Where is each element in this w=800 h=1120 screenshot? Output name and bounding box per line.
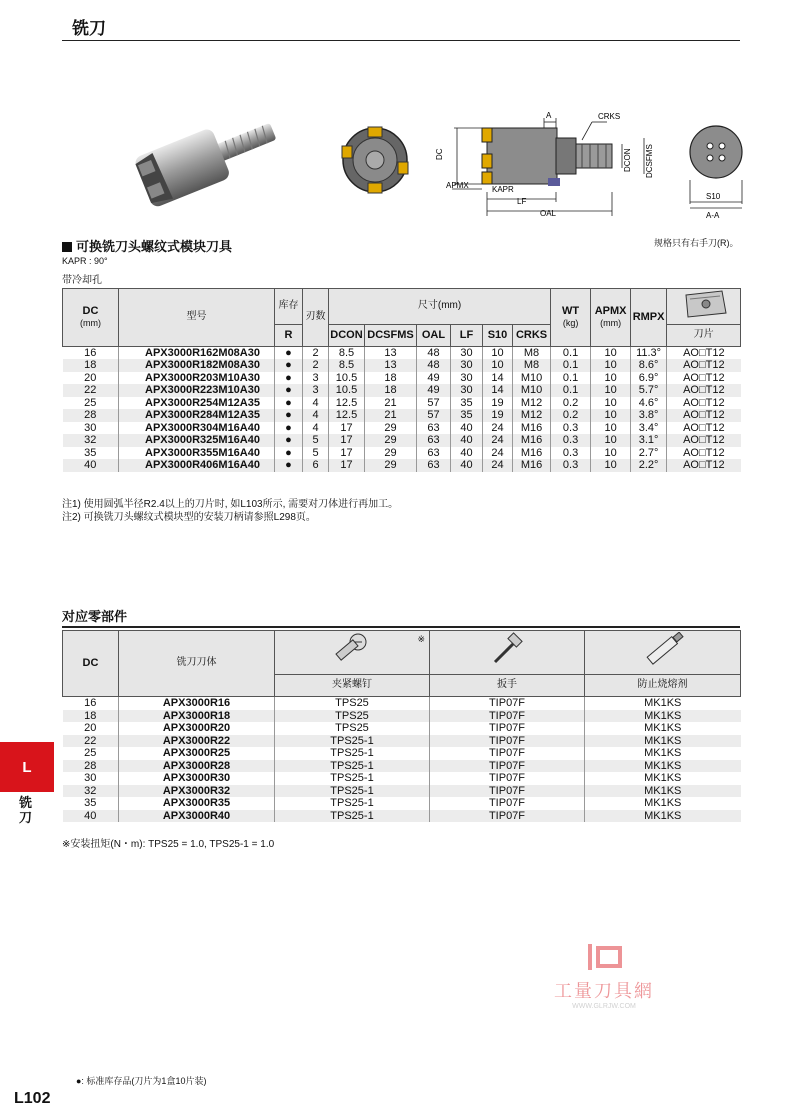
- cell-crks: M8: [513, 359, 551, 372]
- table-row: [63, 384, 741, 397]
- section1-title: [62, 236, 232, 255]
- cell-stock: ●: [275, 397, 303, 410]
- col-crks: CRKS: [513, 324, 551, 346]
- cell-stock: ●: [275, 447, 303, 460]
- table-row: [63, 422, 741, 435]
- cell-lf: 35: [451, 397, 483, 410]
- table-row: [63, 785, 741, 798]
- cell-s10: 14: [483, 372, 513, 385]
- label-dcon: DCON: [623, 148, 632, 172]
- cell-stock: ●: [275, 346, 303, 359]
- coolant-note: 带冷却孔: [62, 275, 102, 286]
- col-rmpx: RMPX: [631, 289, 667, 347]
- cell-lf: 30: [451, 372, 483, 385]
- cell-crks: M16: [513, 422, 551, 435]
- cell-model: APX3000R223M10A30: [119, 384, 275, 397]
- parts-cell-dc: 18: [63, 710, 119, 723]
- parts-cell-wrench: TIP07F: [430, 810, 585, 823]
- cell-s10: 19: [483, 409, 513, 422]
- table-row: [63, 772, 741, 785]
- cell-model: APX3000R284M12A35: [119, 409, 275, 422]
- cell-apmx: 10: [591, 459, 631, 472]
- cell-z: 2: [303, 359, 329, 372]
- cell-wt: 0.3: [551, 422, 591, 435]
- cell-s10: 24: [483, 459, 513, 472]
- cell-z: 4: [303, 409, 329, 422]
- cell-dcsfms: 29: [365, 434, 417, 447]
- cell-insert: AO□T12: [667, 409, 741, 422]
- cell-oal: 63: [417, 422, 451, 435]
- parts-cell-body: APX3000R25: [119, 747, 275, 760]
- label-a: A: [546, 111, 552, 120]
- table-row: [63, 697, 741, 710]
- cell-crks: M10: [513, 384, 551, 397]
- parts-cell-screw: TPS25-1: [275, 810, 430, 823]
- watermark: [538, 942, 670, 1010]
- cell-oal: 57: [417, 409, 451, 422]
- header-divider: [62, 40, 740, 41]
- cell-model: APX3000R254M12A35: [119, 397, 275, 410]
- parts-cell-dc: 28: [63, 760, 119, 773]
- parts-cell-dc: 30: [84, 772, 97, 784]
- cell-crks: M12: [513, 397, 551, 410]
- cell-oal: 48: [417, 359, 451, 372]
- parts-cell-dc: 25: [84, 747, 97, 759]
- table-row: [63, 459, 741, 472]
- cell-stock: ●: [275, 409, 303, 422]
- cell-s10: 14: [483, 384, 513, 397]
- cell-dc: 35: [84, 446, 97, 459]
- spec-table: [62, 288, 741, 472]
- col-dcon: DCON: [329, 324, 365, 346]
- parts-cell-wrench: TIP07F: [430, 735, 585, 748]
- cell-stock: ●: [275, 384, 303, 397]
- cell-rmpx: 3.8°: [631, 409, 667, 422]
- cell-wt: 0.3: [551, 434, 591, 447]
- square-bullet-icon: [62, 242, 72, 252]
- col-apmx-unit: (mm): [600, 318, 622, 329]
- parts-cell-body: APX3000R22: [119, 735, 275, 748]
- table-row: [63, 797, 741, 810]
- side-view-diagram: [432, 110, 654, 222]
- cell-dcon: 17: [329, 459, 365, 472]
- cell-rmpx: 2.7°: [631, 447, 667, 460]
- cell-stock: ●: [275, 372, 303, 385]
- parts-cell-screw: TPS25: [275, 722, 430, 735]
- cell-dcsfms: 13: [365, 359, 417, 372]
- cell-dcon: 12.5: [329, 397, 365, 410]
- label-dc: DC: [435, 148, 444, 160]
- col-wt-unit: (kg): [562, 318, 579, 329]
- cell-wt: 0.3: [551, 459, 591, 472]
- cell-lf: 35: [451, 409, 483, 422]
- section-tab-l: L: [0, 742, 54, 792]
- cell-insert: AO□T12: [667, 459, 741, 472]
- parts-cell-wrench: TIP07F: [430, 747, 585, 760]
- label-dcsfms: DCSFMS: [645, 144, 654, 178]
- cell-crks: M10: [513, 372, 551, 385]
- cell-oal: 63: [417, 434, 451, 447]
- cell-dc: 22: [63, 384, 119, 397]
- parts-cell-compound: MK1KS: [585, 810, 741, 823]
- cell-apmx: 10: [591, 397, 631, 410]
- parts-cell-wrench: TIP07F: [430, 797, 585, 810]
- label-crks: CRKS: [598, 112, 621, 121]
- watermark-name: 工量刀具網: [554, 981, 654, 1001]
- col-s10: S10: [483, 324, 513, 346]
- table-row: [63, 760, 741, 773]
- cell-dcon: 10.5: [329, 372, 365, 385]
- stock-legend: ●: 标准库存品(刀片为1盒10片装): [76, 1076, 207, 1086]
- watermark-url: WWW.GLRJW.COM: [572, 1003, 636, 1010]
- screw-note-mark: ※: [417, 634, 425, 644]
- parts-cell-body: APX3000R32: [119, 785, 275, 798]
- col-dc: DC: [82, 304, 99, 317]
- col-oal: OAL: [417, 324, 451, 346]
- cell-wt: 0.1: [551, 372, 591, 385]
- table-row: [63, 447, 741, 460]
- cell-stock: ●: [275, 459, 303, 472]
- parts-col-screw: 夹紧螺钉: [275, 675, 430, 697]
- col-wt: WT: [562, 304, 580, 317]
- cell-dcon: 17: [329, 447, 365, 460]
- compound-tube-icon: [638, 632, 688, 668]
- parts-cell-screw: TPS25: [275, 710, 430, 723]
- section1-title-text: 可换铣刀头螺纹式模块刀具: [76, 239, 233, 254]
- parts-cell-compound: MK1KS: [585, 710, 741, 723]
- torque-note: ※安装扭矩(N・m): TPS25 = 1.0, TPS25-1 = 1.0: [62, 839, 275, 850]
- col-dims: 尺寸(mm): [329, 289, 551, 325]
- cell-dc: 20: [84, 371, 97, 384]
- parts-cell-compound: MK1KS: [585, 697, 741, 710]
- page-number: L102: [14, 1090, 51, 1107]
- parts-cell-wrench: TIP07F: [430, 785, 585, 798]
- cell-model: APX3000R203M10A30: [119, 372, 275, 385]
- cell-oal: 48: [417, 346, 451, 359]
- cell-apmx: 10: [591, 434, 631, 447]
- screw-icon: [332, 632, 372, 668]
- cell-dcon: 8.5: [329, 359, 365, 372]
- cell-model: APX3000R406M16A40: [119, 459, 275, 472]
- parts-cell-screw: TPS25-1: [275, 797, 430, 810]
- parts-table: [62, 630, 741, 822]
- parts-cell-dc: 22: [63, 735, 119, 748]
- parts-cell-compound: MK1KS: [585, 797, 741, 810]
- cell-model: APX3000R182M08A30: [119, 359, 275, 372]
- parts-cell-body: APX3000R18: [119, 710, 275, 723]
- table-row: [63, 359, 741, 372]
- parts-cell-body: APX3000R16: [119, 697, 275, 710]
- cell-insert: AO□T12: [667, 359, 741, 372]
- label-oal: OAL: [540, 209, 557, 218]
- cell-rmpx: 6.9°: [631, 372, 667, 385]
- cell-s10: 24: [483, 422, 513, 435]
- col-stock-r: R: [275, 324, 303, 346]
- table-row: [63, 409, 741, 422]
- parts-cell-body: APX3000R40: [119, 810, 275, 823]
- cell-lf: 40: [451, 422, 483, 435]
- cell-apmx: 10: [591, 346, 631, 359]
- section-tab-label: 铣刀: [19, 795, 33, 825]
- label-lf: LF: [517, 197, 527, 206]
- cell-z: 4: [303, 397, 329, 410]
- cell-insert: AO□T12: [667, 384, 741, 397]
- col-teeth: 刃数: [303, 289, 329, 347]
- cell-oal: 63: [417, 459, 451, 472]
- cell-s10: 24: [483, 447, 513, 460]
- cell-dcon: 8.5: [329, 346, 365, 359]
- cell-crks: M12: [513, 409, 551, 422]
- cell-dcon: 10.5: [329, 384, 365, 397]
- cell-wt: 0.2: [551, 397, 591, 410]
- section2-title: 对应零部件: [62, 609, 128, 624]
- cell-rmpx: 5.7°: [631, 384, 667, 397]
- col-insert: 刀片: [667, 324, 741, 346]
- cell-dc: 40: [63, 459, 119, 472]
- parts-cell-dc: 35: [84, 797, 97, 809]
- parts-cell-screw: TPS25-1: [275, 772, 430, 785]
- col-model: 型号: [119, 289, 275, 347]
- cell-oal: 57: [417, 397, 451, 410]
- parts-col-body: 铣刀刀体: [119, 631, 275, 697]
- note-1: 注1) 使用圆弧半径R2.4以上的刀片时, 如L103所示, 需要对刀体进行再加工。: [62, 499, 399, 510]
- table-row: [63, 722, 741, 735]
- cell-rmpx: 11.3°: [631, 346, 667, 359]
- cell-dc: 30: [84, 421, 97, 434]
- cell-dcsfms: 18: [365, 372, 417, 385]
- label-s10: S10: [706, 192, 721, 201]
- parts-cell-screw: TPS25-1: [275, 735, 430, 748]
- table-row: [63, 346, 741, 359]
- parts-cell-wrench: TIP07F: [430, 697, 585, 710]
- cell-wt: 0.1: [551, 346, 591, 359]
- parts-cell-screw: TPS25: [275, 697, 430, 710]
- cell-lf: 40: [451, 434, 483, 447]
- cell-dcsfms: 18: [365, 384, 417, 397]
- col-dcsfms: DCSFMS: [365, 324, 417, 346]
- parts-cell-screw: TPS25-1: [275, 785, 430, 798]
- label-apmx: APMX: [446, 181, 469, 190]
- parts-cell-compound: MK1KS: [585, 785, 741, 798]
- cell-crks: M16: [513, 459, 551, 472]
- parts-cell-wrench: TIP07F: [430, 722, 585, 735]
- cell-apmx: 10: [591, 372, 631, 385]
- cell-z: 3: [303, 384, 329, 397]
- cell-stock: ●: [275, 359, 303, 372]
- section2-rule: [62, 626, 740, 628]
- cell-z: 5: [303, 447, 329, 460]
- cell-dcsfms: 21: [365, 409, 417, 422]
- parts-cell-compound: MK1KS: [585, 747, 741, 760]
- col-dc-unit: (mm): [80, 318, 101, 329]
- cell-z: 6: [303, 459, 329, 472]
- cell-oal: 49: [417, 372, 451, 385]
- table-row: [63, 810, 741, 823]
- cell-model: APX3000R325M16A40: [119, 434, 275, 447]
- cell-rmpx: 3.1°: [631, 434, 667, 447]
- cell-model: APX3000R304M16A40: [119, 422, 275, 435]
- parts-cell-compound: MK1KS: [585, 760, 741, 773]
- cell-apmx: 10: [591, 422, 631, 435]
- cell-dcsfms: 29: [365, 447, 417, 460]
- cell-s10: 10: [483, 359, 513, 372]
- label-kapr: KAPR: [492, 185, 514, 194]
- cell-dc: 28: [63, 409, 119, 422]
- cell-dcsfms: 29: [365, 459, 417, 472]
- cell-lf: 40: [451, 459, 483, 472]
- cell-wt: 0.1: [551, 384, 591, 397]
- col-apmx: APMX: [594, 304, 627, 317]
- kapr-value: KAPR : 90°: [62, 256, 108, 266]
- cell-dc: 18: [63, 359, 119, 372]
- parts-cell-screw: TPS25-1: [275, 760, 430, 773]
- cell-rmpx: 3.4°: [631, 422, 667, 435]
- cell-insert: AO□T12: [667, 397, 741, 410]
- cell-s10: 19: [483, 397, 513, 410]
- cell-lf: 30: [451, 346, 483, 359]
- cell-dc: 32: [63, 434, 119, 447]
- col-lf: LF: [451, 324, 483, 346]
- table-row: [63, 397, 741, 410]
- cell-s10: 24: [483, 434, 513, 447]
- cell-rmpx: 4.6°: [631, 397, 667, 410]
- parts-cell-body: APX3000R35: [119, 797, 275, 810]
- parts-cell-dc: 20: [84, 722, 97, 734]
- parts-cell-dc: 40: [63, 810, 119, 823]
- cell-lf: 30: [451, 359, 483, 372]
- parts-cell-body: APX3000R20: [119, 722, 275, 735]
- col-stock: 库存: [275, 289, 303, 325]
- front-view-diagram: [338, 124, 412, 196]
- table-row: [63, 434, 741, 447]
- cell-wt: 0.2: [551, 409, 591, 422]
- table-row: [63, 747, 741, 760]
- cell-z: 3: [303, 372, 329, 385]
- cell-s10: 10: [483, 346, 513, 359]
- right-hand-note: 规格只有右手刀(R)。: [654, 238, 739, 248]
- cell-model: APX3000R355M16A40: [119, 447, 275, 460]
- parts-cell-compound: MK1KS: [585, 735, 741, 748]
- cell-lf: 30: [451, 384, 483, 397]
- cell-wt: 0.1: [551, 359, 591, 372]
- cell-rmpx: 8.6°: [631, 359, 667, 372]
- parts-col-wrench: 扳手: [430, 675, 585, 697]
- cell-apmx: 10: [591, 359, 631, 372]
- parts-col-dc: DC: [63, 631, 119, 697]
- cell-crks: M16: [513, 447, 551, 460]
- wrench-icon: [487, 632, 527, 668]
- parts-cell-compound: MK1KS: [585, 722, 741, 735]
- cell-crks: M16: [513, 434, 551, 447]
- parts-cell-wrench: TIP07F: [430, 710, 585, 723]
- cell-stock: ●: [275, 434, 303, 447]
- insert-icon: [678, 289, 730, 319]
- cell-dcsfms: 21: [365, 397, 417, 410]
- parts-cell-wrench: TIP07F: [430, 760, 585, 773]
- table-row: [63, 372, 741, 385]
- cell-dcon: 17: [329, 434, 365, 447]
- spec-table-body: [63, 346, 741, 472]
- cell-apmx: 10: [591, 409, 631, 422]
- parts-cell-dc: 16: [84, 697, 97, 709]
- cell-wt: 0.3: [551, 447, 591, 460]
- cell-lf: 40: [451, 447, 483, 460]
- cell-dcon: 12.5: [329, 409, 365, 422]
- table-row: [63, 735, 741, 748]
- cell-apmx: 10: [591, 384, 631, 397]
- cell-model: APX3000R162M08A30: [119, 346, 275, 359]
- parts-cell-compound: MK1KS: [585, 772, 741, 785]
- cell-oal: 63: [417, 447, 451, 460]
- cell-rmpx: 2.2°: [631, 459, 667, 472]
- watermark-logo-icon: [584, 942, 624, 972]
- section-aa-diagram: [688, 124, 744, 222]
- parts-cell-body: APX3000R30: [119, 772, 275, 785]
- cell-insert: AO□T12: [667, 422, 741, 435]
- cell-z: 2: [303, 346, 329, 359]
- cell-z: 5: [303, 434, 329, 447]
- table-row: [63, 710, 741, 723]
- cell-apmx: 10: [591, 447, 631, 460]
- cell-insert: AO□T12: [667, 372, 741, 385]
- note-2: 注2) 可换铣刀头螺纹式模块型的安装刀柄请参照L298页。: [62, 512, 316, 523]
- parts-col-compound: 防止烧熔剂: [585, 675, 741, 697]
- cell-crks: M8: [513, 346, 551, 359]
- parts-cell-body: APX3000R28: [119, 760, 275, 773]
- cell-stock: ●: [275, 422, 303, 435]
- cell-insert: AO□T12: [667, 346, 741, 359]
- cell-dcsfms: 13: [365, 346, 417, 359]
- parts-table-body: [63, 697, 741, 823]
- cell-dc: 25: [84, 396, 97, 409]
- label-aa: A-A: [706, 211, 720, 220]
- parts-cell-screw: TPS25-1: [275, 747, 430, 760]
- cell-oal: 49: [417, 384, 451, 397]
- cell-insert: AO□T12: [667, 434, 741, 447]
- cell-dcon: 17: [329, 422, 365, 435]
- cell-z: 4: [303, 422, 329, 435]
- cell-dc: 16: [84, 346, 97, 359]
- parts-cell-wrench: TIP07F: [430, 772, 585, 785]
- tool-photo: [122, 108, 290, 228]
- page-title: 铣刀: [72, 19, 106, 38]
- cell-dcsfms: 29: [365, 422, 417, 435]
- parts-cell-dc: 32: [63, 785, 119, 798]
- cell-insert: AO□T12: [667, 447, 741, 460]
